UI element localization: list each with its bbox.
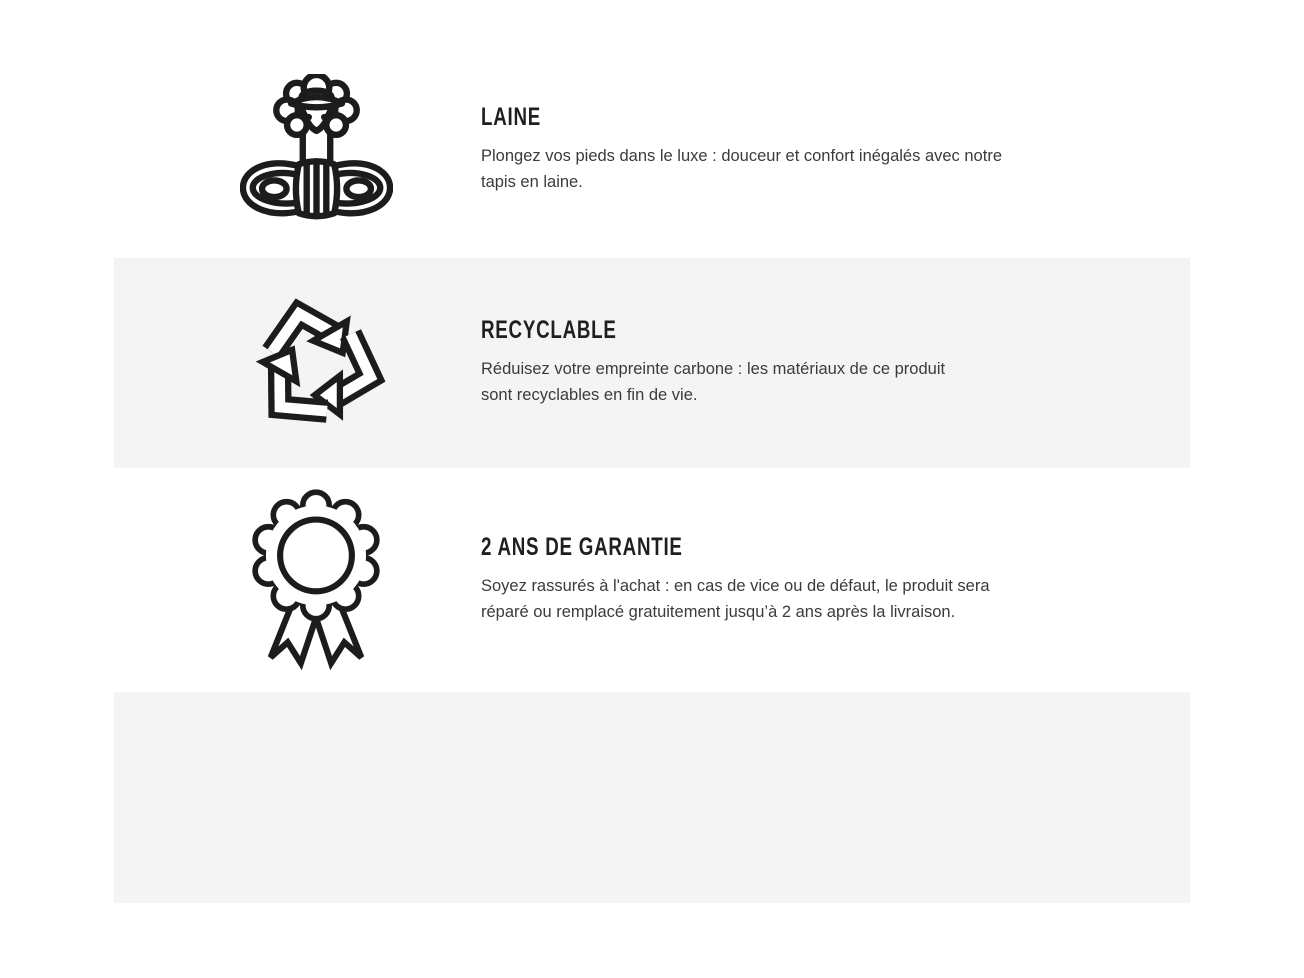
recyclable-icon (226, 290, 406, 436)
feature-icon-column (114, 74, 481, 227)
feature-title-garantie: 2 ANS DE GARANTIE (481, 533, 683, 561)
wool-sheep-icon (226, 74, 406, 227)
bottom-spacer (114, 903, 1190, 978)
feature-description-laine: Plongez vos pieds dans le luxe : douceur et confort inégalés avec notre tapis en laine. (481, 147, 1002, 191)
feature-text-recyclable (481, 318, 1141, 408)
feature-row-recyclable (114, 258, 1190, 468)
feature-text-laine (481, 105, 1141, 195)
features-section (114, 0, 1190, 978)
warranty-rosette-icon (226, 484, 406, 676)
feature-title-recyclable: RECYCLABLE (481, 316, 617, 344)
feature-icon-column (114, 484, 481, 676)
feature-icon-column (114, 290, 481, 436)
feature-description-recyclable: Réduisez votre empreinte carbone : les matériaux de ce produit sont recyclables en fin de vie. (481, 360, 946, 404)
feature-row-garantie (114, 468, 1190, 692)
feature-row-laine (114, 0, 1190, 258)
feature-description-garantie: Soyez rassurés à l'achat : en cas de vice ou de défaut, le produit sera réparé ou remplacé gratuitement jusqu’à 2 ans après la livraison. (481, 577, 990, 621)
empty-band (114, 692, 1190, 903)
feature-title-laine: LAINE (481, 103, 541, 131)
feature-text-garantie (481, 535, 1141, 625)
